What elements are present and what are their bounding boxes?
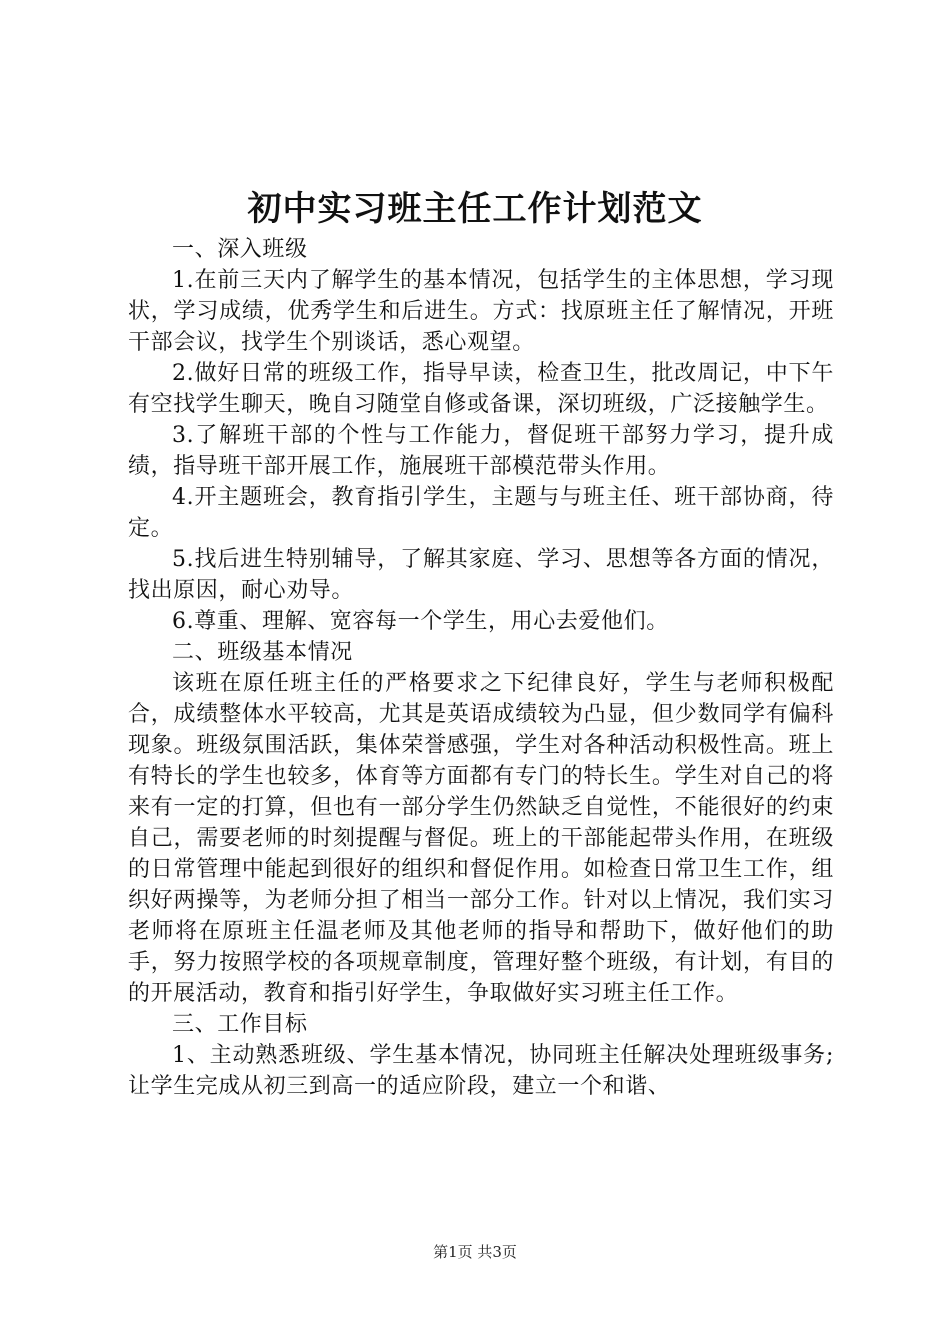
paragraph-item-6: 6.尊重、理解、宽容每一个学生，用心去爱他们。	[172, 609, 669, 634]
goal-item-1: 1、主动熟悉班级、学生基本情况，协同班主任解决处理班级事务;让学生完成从初三到高一的适应阶段，建立一个和谐、	[128, 1043, 834, 1099]
paragraph-item-2: 2.做好日常的班级工作，指导早读，检查卫生，批改周记，中下午有空找学生聊天，晚自习随堂自修或备课，深切班级，广泛接触学生。	[128, 361, 834, 417]
paragraph-item-5: 5.找后进生特别辅导，了解其家庭、学习、思想等各方面的情况，找出原因，耐心劝导。	[128, 547, 834, 603]
section-heading-2: 二、班级基本情况	[172, 640, 353, 665]
paragraph-item-1: 1.在前三天内了解学生的基本情况，包括学生的主体思想，学习现状，学习成绩，优秀学生和后进生。方式：找原班主任了解情况，开班干部会议，找学生个别谈话，悉心观望。	[128, 268, 834, 355]
page-footer: 第1页 共3页	[433, 1243, 517, 1261]
class-situation-paragraph: 该班在原任班主任的严格要求之下纪律良好，学生与老师积极配合，成绩整体水平较高，尤其是英语成绩较为凸显，但少数同学有偏科现象。班级氛围活跃，集体荣誉感强，学生对各种活动积极性高。班上有特长的学生也较多，体育等方面都有专门的特长生。学生对自己的将来有一定的打算，但也有一部分学生仍然缺乏自觉性，不能很好的约束自己，需要老师的时刻提醒与督促。班上的干部能起带头作用，在班级的日常管理中能起到很好的组织和督促作用。如检查日常卫生工作，组织好两操等，为老师分担了相当一部分工作。针对以上情况，我们实习老师将在原班主任温老师及其他老师的指导和帮助下，做好他们的助手，努力按照学校的各项规章制度，管理好整个班级，有计划，有目的的开展活动，教育和指引好学生，争取做好实习班主任工作。	[128, 671, 834, 1006]
paragraph-item-4: 4.开主题班会，教育指引学生，主题与与班主任、班干部协商，待定。	[128, 485, 834, 541]
document-body	[128, 234, 834, 1102]
page-title: 初中实习班主任工作计划范文	[247, 189, 703, 229]
section-heading-1: 一、深入班级	[172, 237, 308, 262]
paragraph-item-3: 3.了解班干部的个性与工作能力，督促班干部努力学习，提升成绩，指导班干部开展工作，施展班干部模范带头作用。	[128, 423, 834, 479]
section-heading-3: 三、工作目标	[172, 1012, 308, 1037]
